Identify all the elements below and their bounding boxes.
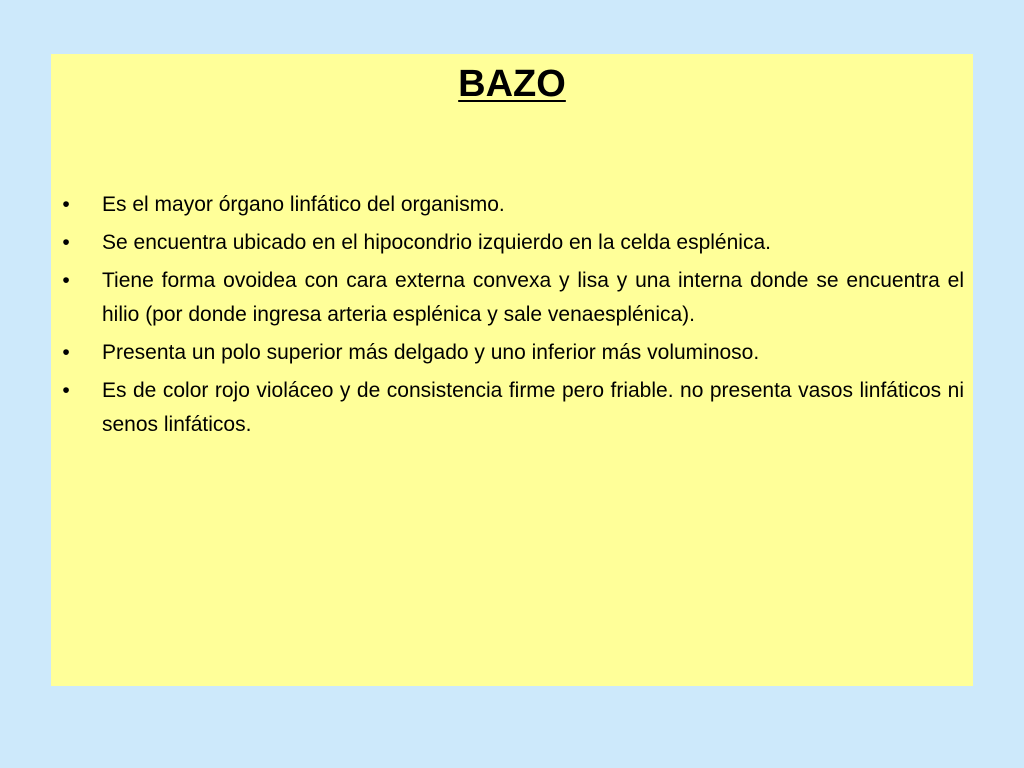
bullet-item-shape — [62, 264, 964, 332]
bullet-icon: • — [62, 193, 70, 216]
bullet-icon: • — [62, 231, 70, 254]
bullet-icon: • — [62, 269, 70, 292]
bullet-item-location — [62, 226, 964, 260]
bullet-item-poles — [62, 336, 964, 370]
bullet-text: Se encuentra ubicado en el hipocondrio izquierdo en la celda esplénica. — [102, 231, 771, 254]
bullet-text: Tiene forma ovoidea con cara externa convexa y lisa y una interna donde se encuentra el hilio (por donde ingresa arteria esplénica y sale venaesplénica). — [102, 269, 964, 326]
bullet-text: Presenta un polo superior más delgado y uno inferior más voluminoso. — [102, 341, 760, 364]
slide-title — [0, 62, 1024, 108]
bullet-text: Es de color rojo violáceo y de consistencia firme pero friable. no presenta vasos linfáticos ni senos linfáticos. — [102, 379, 964, 436]
bullet-list — [62, 188, 964, 446]
bullet-item-organ — [62, 188, 964, 222]
bullet-text: Es el mayor órgano linfático del organismo. — [102, 193, 505, 216]
slide-title-text: BAZO — [458, 63, 566, 105]
bullet-icon: • — [62, 341, 70, 364]
bullet-item-color — [62, 374, 964, 442]
bullet-icon: • — [62, 379, 70, 402]
